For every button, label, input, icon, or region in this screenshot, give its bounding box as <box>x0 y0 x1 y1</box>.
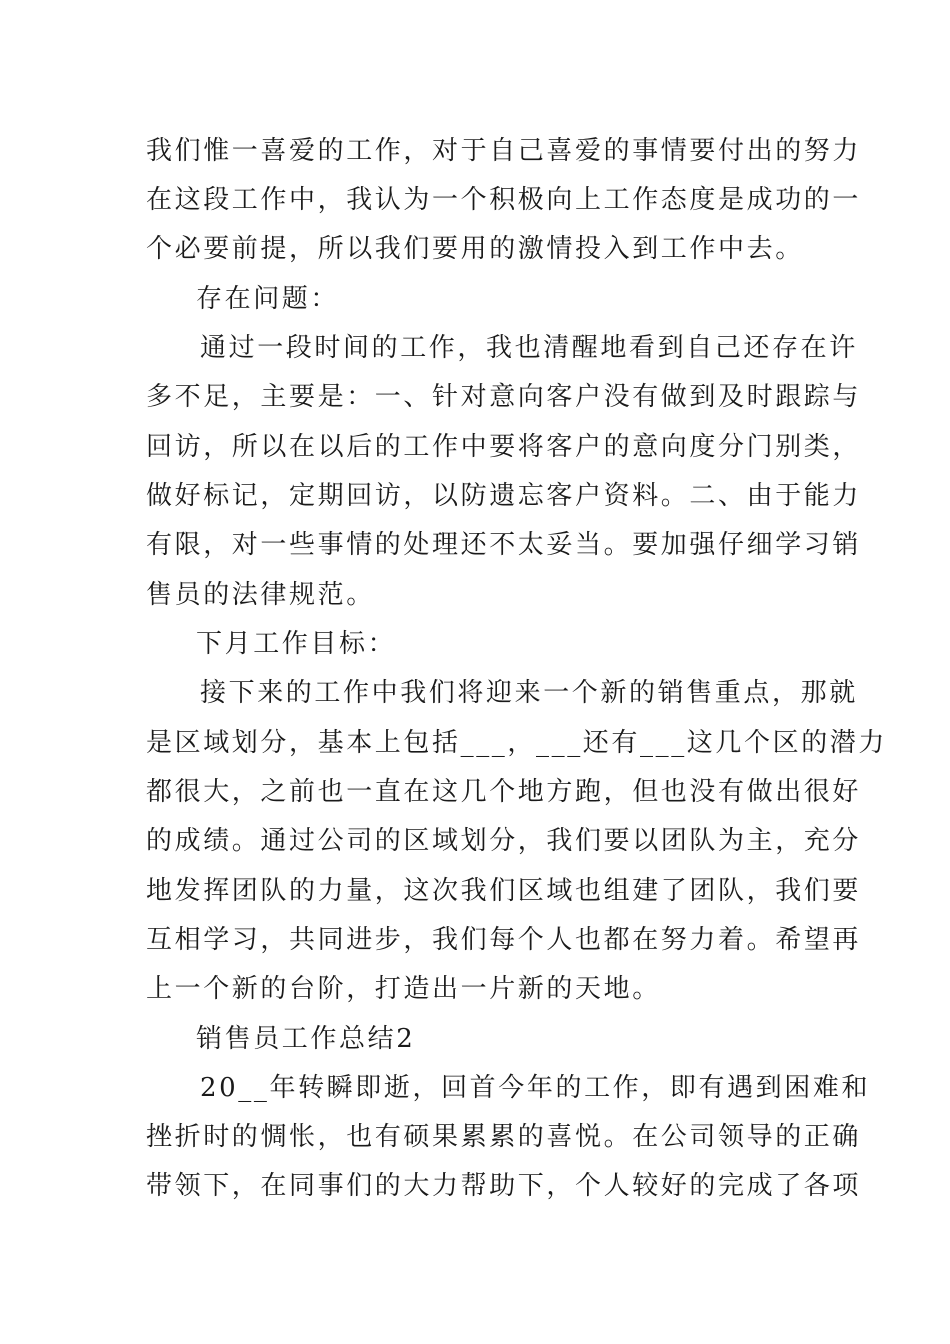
paragraph-line: 20__年转瞬即逝，回首今年的工作，即有遇到困难和 <box>200 1073 871 1103</box>
paragraph-line: 上一个新的台阶，打造出一片新的天地。 <box>146 974 661 1004</box>
paragraph-line: 售员的法律规范。 <box>146 580 375 610</box>
paragraph-line: 是区域划分，基本上包括___，___还有___这几个区的潜力 <box>146 728 888 758</box>
section-heading-problems: 存在问题： <box>196 284 340 314</box>
paragraph-line: 的成绩。通过公司的区域划分，我们要以团队为主，充分 <box>146 826 862 856</box>
paragraph-line: 互相学习，共同进步，我们每个人也都在努力着。希望再 <box>146 925 862 955</box>
paragraph-line: 我们惟一喜爱的工作，对于自己喜爱的事情要付出的努力 <box>146 136 862 166</box>
paragraph-line: 接下来的工作中我们将迎来一个新的销售重点，那就 <box>200 678 858 708</box>
section-heading-summary-2: 销售员工作总结2 <box>196 1024 416 1054</box>
paragraph-line: 个必要前提，所以我们要用的激情投入到工作中去。 <box>146 234 804 264</box>
section-heading-goals: 下月工作目标： <box>196 629 397 659</box>
paragraph-line: 都很大，之前也一直在这几个地方跑，但也没有做出很好 <box>146 777 862 807</box>
paragraph-line: 多不足，主要是：一、针对意向客户没有做到及时跟踪与 <box>146 382 862 412</box>
paragraph-line: 挫折时的惆怅，也有硕果累累的喜悦。在公司领导的正确 <box>146 1122 862 1152</box>
paragraph-line: 通过一段时间的工作，我也清醒地看到自己还存在许 <box>200 333 858 363</box>
paragraph-line: 带领下，在同事们的大力帮助下，个人较好的完成了各项 <box>146 1171 862 1201</box>
paragraph-line: 在这段工作中，我认为一个积极向上工作态度是成功的一 <box>146 185 862 215</box>
paragraph-line: 地发挥团队的力量，这次我们区域也组建了团队，我们要 <box>146 876 862 906</box>
paragraph-line: 做好标记，定期回访，以防遗忘客户资料。二、由于能力 <box>146 481 862 511</box>
paragraph-line: 回访，所以在以后的工作中要将客户的意向度分门别类， <box>146 432 862 462</box>
paragraph-line: 有限，对一些事情的处理还不太妥当。要加强仔细学习销 <box>146 530 862 560</box>
